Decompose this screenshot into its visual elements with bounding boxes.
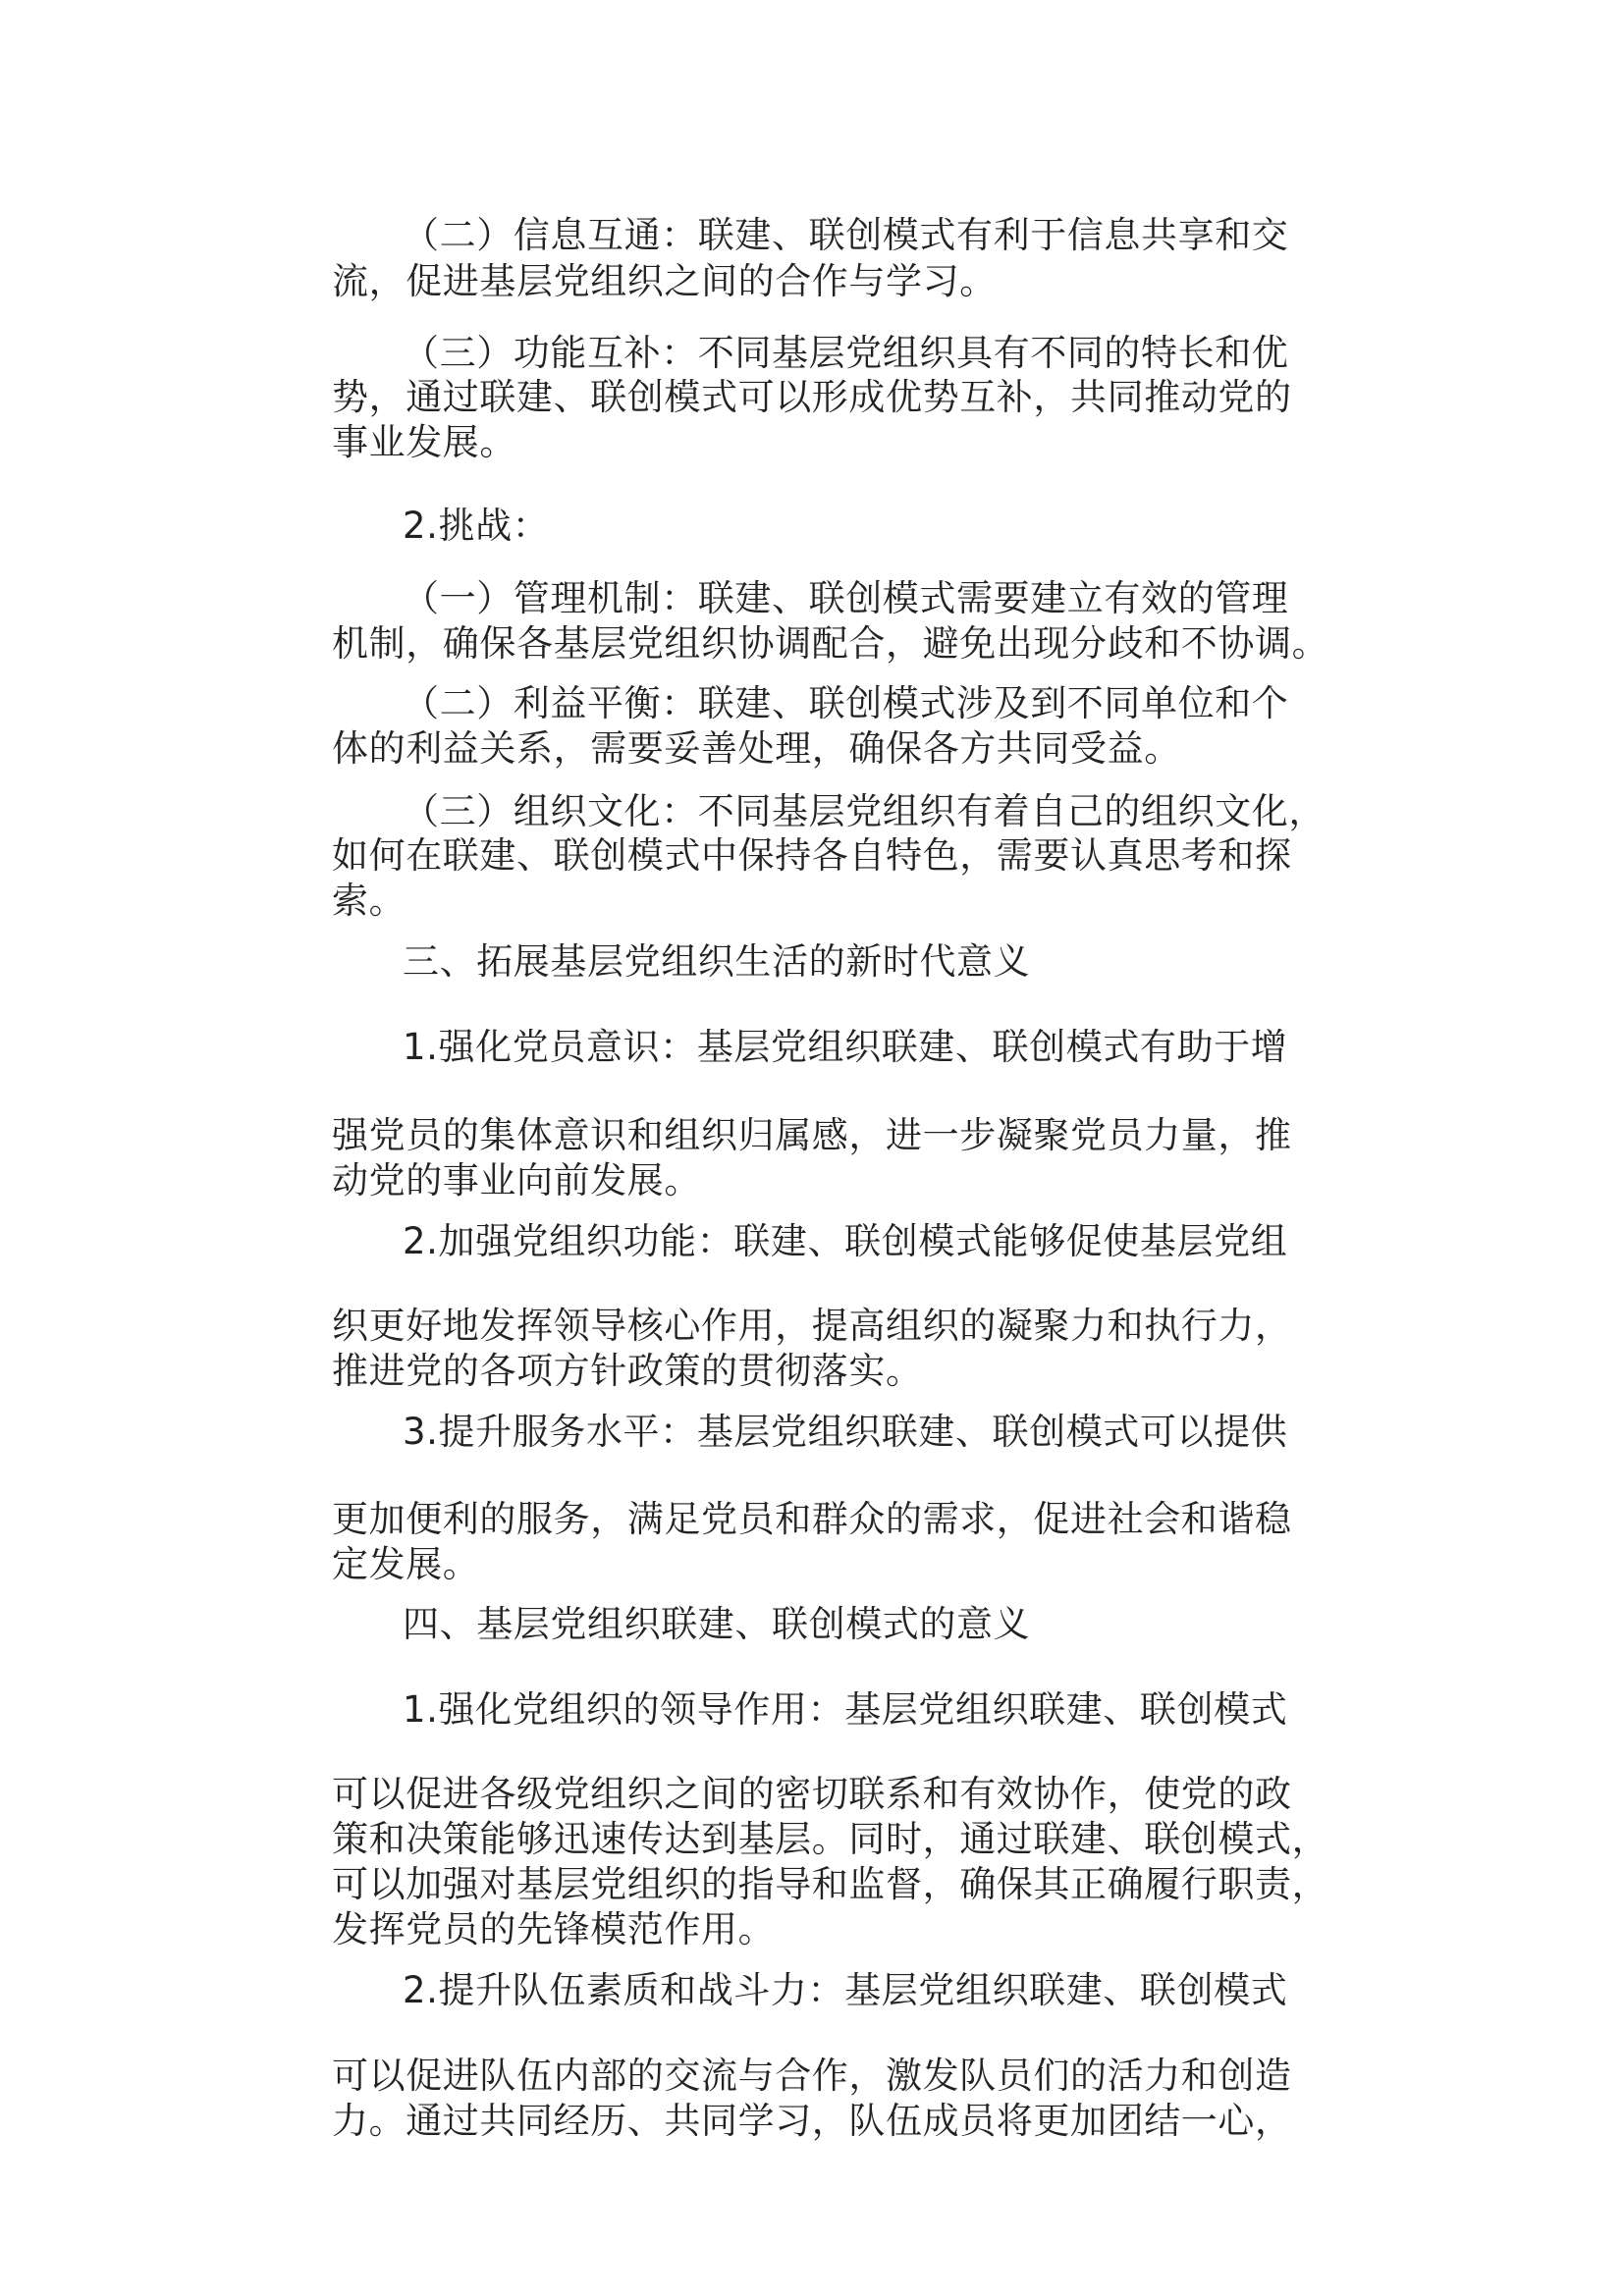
paragraph-strengthen-function-line-3: 推进党的各项方针政策的贯彻落实。 [332, 1350, 923, 1392]
paragraph-interest-balance-line-2: 体的利益关系，需要妥善处理，确保各方共同受益。 [332, 727, 1181, 770]
paragraph-strengthen-function-line-1: 2.加强党组织功能：联建、联创模式能够促使基层党组 [403, 1220, 1288, 1262]
paragraph-improve-service-line-1: 3.提升服务水平：基层党组织联建、联创模式可以提供 [403, 1411, 1288, 1453]
paragraph-interest-balance-line-1: （二）利益平衡：联建、联创模式涉及到不同单位和个 [403, 682, 1289, 724]
paragraph-info-exchange-line-2: 流，促进基层党组织之间的合作与学习。 [332, 260, 997, 302]
paragraph-management-mechanism-line-2: 机制，确保各基层党组织协调配合，避免出现分歧和不协调。 [332, 622, 1329, 665]
paragraph-info-exchange-line-1: （二）信息互通：联建、联创模式有利于信息共享和交 [403, 214, 1289, 256]
paragraph-function-complement-line-3: 事业发展。 [332, 421, 516, 463]
paragraph-organization-culture-line-3: 索。 [332, 880, 406, 922]
paragraph-function-complement-line-2: 势，通过联建、联创模式可以形成优势互补，共同推动党的 [332, 376, 1292, 418]
paragraph-team-quality-line-1: 2.提升队伍素质和战斗力：基层党组织联建、联创模式 [403, 1969, 1288, 2011]
paragraph-management-mechanism-line-1: （一）管理机制：联建、联创模式需要建立有效的管理 [403, 577, 1289, 619]
paragraph-strengthen-function-line-2: 织更好地发挥领导核心作用，提高组织的凝聚力和执行力， [332, 1305, 1292, 1347]
challenges-heading: 2.挑战： [403, 505, 550, 547]
paragraph-team-quality-line-2: 可以促进队伍内部的交流与合作，激发队员们的活力和创造 [332, 2055, 1292, 2097]
paragraph-strengthen-awareness-line-1: 1.强化党员意识：基层党组织联建、联创模式有助于增 [403, 1026, 1288, 1068]
paragraph-improve-service-line-3: 定发展。 [332, 1543, 480, 1585]
paragraph-team-quality-line-3: 力。通过共同经历、共同学习，队伍成员将更加团结一心， [332, 2100, 1292, 2142]
paragraph-strengthen-awareness-line-2: 强党员的集体意识和组织归属感，进一步凝聚党员力量，推 [332, 1114, 1292, 1156]
paragraph-leadership-role-line-4: 可以加强对基层党组织的指导和监督，确保其正确履行职责， [332, 1863, 1329, 1905]
paragraph-leadership-role-line-2: 可以促进各级党组织之间的密切联系和有效协作，使党的政 [332, 1773, 1292, 1815]
paragraph-leadership-role-line-3: 策和决策能够迅速传达到基层。同时，通过联建、联创模式， [332, 1818, 1329, 1860]
section-four-heading: 四、基层党组织联建、联创模式的意义 [403, 1603, 1031, 1645]
paragraph-leadership-role-line-5: 发挥党员的先锋模范作用。 [332, 1908, 776, 1950]
paragraph-leadership-role-line-1: 1.强化党组织的领导作用：基层党组织联建、联创模式 [403, 1688, 1288, 1731]
paragraph-improve-service-line-2: 更加便利的服务，满足党员和群众的需求，促进社会和谐稳 [332, 1498, 1292, 1540]
paragraph-strengthen-awareness-line-3: 动党的事业向前发展。 [332, 1159, 701, 1201]
section-three-heading: 三、拓展基层党组织生活的新时代意义 [403, 940, 1031, 983]
paragraph-organization-culture-line-2: 如何在联建、联创模式中保持各自特色，需要认真思考和探 [332, 834, 1292, 877]
paragraph-function-complement-line-1: （三）功能互补：不同基层党组织具有不同的特长和优 [403, 332, 1289, 374]
paragraph-organization-culture-line-1: （三）组织文化：不同基层党组织有着自己的组织文化， [403, 790, 1326, 832]
